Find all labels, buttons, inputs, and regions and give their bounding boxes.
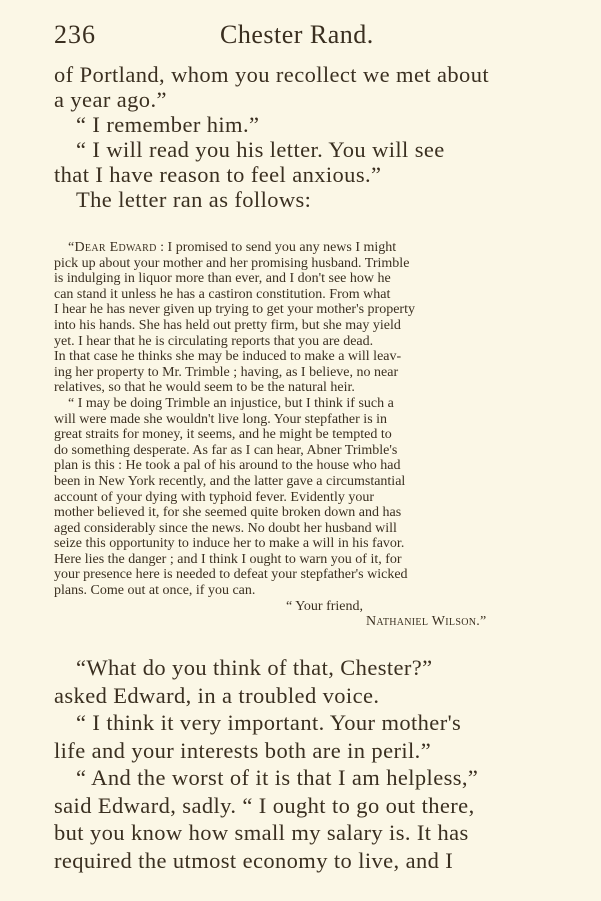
page-header [0, 18, 601, 52]
text-line: of Portland, whom you recollect we met about [54, 62, 489, 87]
text-line: but you know how small my salary is. It has [54, 820, 469, 845]
letter-line: In that case he thinks she may be induced to make a will leav- [54, 349, 402, 365]
text-line: “ I remember him.” [76, 112, 260, 137]
letter-line: great straits for money, it seems, and he might be tempted to [54, 427, 392, 443]
text-line: that I have reason to feel anxious.” [54, 162, 382, 187]
letter-line: “ I may be doing Trimble an injustice, but I think if such a [68, 395, 394, 411]
letter-line: yet. I hear that he is circulating reports that you are dead. [54, 333, 374, 349]
letter-line: your presence here is needed to defeat your stepfather's wicked [54, 567, 408, 583]
quoted-letter [54, 240, 564, 630]
intro-text [54, 62, 560, 212]
letter-line: is indulging in liquor more than ever, and I don't see how he [54, 271, 391, 287]
text-line: required the utmost economy to live, and I [54, 847, 454, 873]
text-line: “What do you think of that, Chester?” [76, 655, 433, 680]
running-title: Chester Rand. [220, 20, 374, 49]
letter-line: pick up about your mother and her promising husband. Trimble [54, 255, 410, 271]
text-line: a year ago.” [54, 87, 167, 112]
letter-salutation: “Dear Edward [68, 240, 157, 255]
text-line: asked Edward, in a troubled voice. [54, 682, 380, 708]
letter-line: relatives, so that he would seem to be the natural heir. [54, 380, 355, 396]
outro-text [54, 654, 560, 874]
letter-line: seize this opportunity to induce her to make a will in his favor. [54, 536, 405, 552]
letter-line: been in New York recently, and the latter gave a circumstantial [54, 473, 406, 489]
letter-line: plan is this : He took a pal of his around to the house who had [54, 458, 401, 474]
letter-closing: “ Your friend, [286, 598, 363, 614]
text-line: “ And the worst of it is that I am helpless,” [76, 765, 479, 790]
letter-first-line: “Dear Edward : I promised to send you any news I might [68, 240, 397, 255]
text-line: “ I think it very important. Your mother's [76, 710, 462, 735]
letter-line: I hear he has never given up trying to get your mother's property [54, 302, 415, 318]
letter-line: Here lies the danger ; and I think I ought to warn you of it, for [54, 551, 402, 567]
letter-signature: Nathaniel Wilson.” [366, 614, 487, 630]
letter-line: plans. Come out at once, if you can. [54, 583, 256, 599]
text-line: life and your interests both are in peril.” [54, 737, 432, 763]
letter-line: ing her property to Mr. Trimble ; having, as I believe, no near [54, 364, 399, 380]
letter-line: mother believed it, for she seemed quite broken down and has [54, 505, 402, 521]
letter-line: will were made she wouldn't live long. Your stepfather is in [54, 411, 388, 427]
letter-line: do something desperate. As far as I can hear, Abner Trimble's [54, 442, 398, 458]
letter-line: can stand it unless he has a castiron constitution. From what [54, 286, 391, 302]
text-line: The letter ran as follows: [76, 187, 312, 212]
text-line: said Edward, sadly. “ I ought to go out there, [54, 792, 475, 818]
page-number: 236 [54, 20, 96, 49]
letter-line: aged considerably since the news. No doubt her husband will [54, 520, 397, 536]
text-line: “ I will read you his letter. You will see [76, 137, 445, 162]
letter-line: account of your dying with typhoid fever. Evidently your [54, 489, 374, 505]
letter-line: into his hands. She has held out pretty firm, but she may yield [54, 317, 401, 333]
